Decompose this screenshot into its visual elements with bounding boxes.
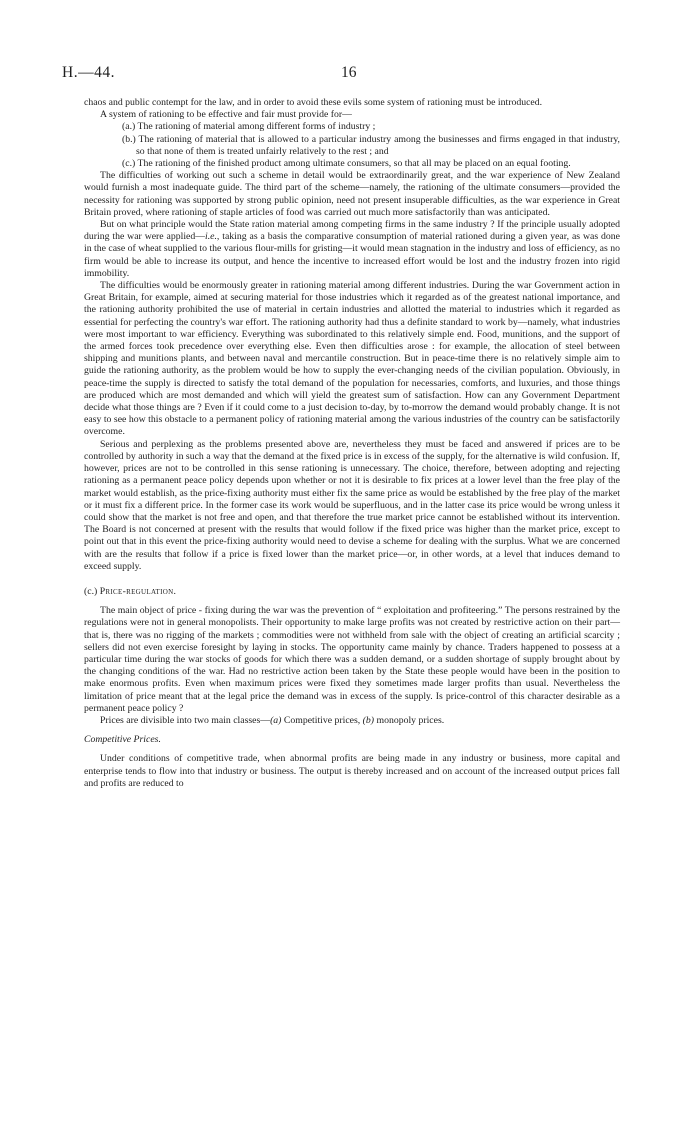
list-item-a: (a.) The rationing of material among different forms of industry ; bbox=[122, 121, 376, 133]
subheading-competitive-prices bbox=[84, 734, 620, 746]
text-segment: Competitive prices, bbox=[281, 714, 363, 726]
paragraph-competitive-trade: Under conditions of competitive trade, when abnormal profits are being made in any industry or business, more capital and enterprise tends to flow into that industry or business. The output is thereby increased and on account of the increased output prices fall and profits are reduced to bbox=[84, 753, 620, 789]
spacer bbox=[84, 746, 620, 753]
spacer bbox=[84, 598, 620, 605]
paragraph-rationing-requirements: A system of rationing to be effective and fair must provide for— bbox=[100, 109, 352, 121]
paragraph-difficulties: The difficulties of working out such a scheme in detail would be extraordinarily great, and the war experience of New Zealand would furnish a most inadequate guide. The third part of the scheme—namely, the rationing of the ultimate consumers—provided the necessity for rationing was supported by strong public opinion, need not present insuperable difficulties, as the war experience in Great Britain proved, where rationing of staple articles of food was carried out much more satisfactorily than was anticipated. bbox=[84, 170, 620, 218]
italic-label-a: (a) bbox=[270, 714, 282, 726]
page-body bbox=[84, 97, 620, 790]
list-item-c: (c.) The rationing of the finished product among ultimate consumers, so that all may be placed on an equal footing. bbox=[122, 158, 571, 170]
paragraph-price-fixing: The main object of price - fixing during the war was the prevention of “ exploitation and profiteering.” The persons restrained by the regulations were not in general monopolists. Their opportunity to make large profits was not created by restrictive action on their part—that is, there was no rigging of the markets ; commodities were not withheld from sale with the object of creating an artificial scarcity ; sellers did not even exercise foresight by laying in stocks. The opportunity came mainly by chance. Traders happened to possess at a particular time during the war stocks of goods for which there was a sudden demand, or a sudden shortage of supply brought about by the changing conditions of the war. Had no restrictive action been taken by the State these people would have been in the position to make enormous profits. Even when maximum prices were fixed they sometimes made larger profits than usual. Nevertheless the limitation of price meant that at the legal price the demand was in excess of the supply. Is price-control of this character desirable as a permanent peace policy ? bbox=[84, 605, 620, 714]
paragraph-industries: The difficulties would be enormously greater in rationing material among different industries. During the war Government action in Great Britain, for example, aimed at securing material for those industries which it regarded as of the greatest national importance, and the rationing authority prohibited the use of material in certain industries and allotted the material to industries which it regarded as essential for perfecting the country's war effort. The rationing authority had thus a definite standard to work by—namely, what industries were most important to war efficiency. Everything was subordinated to this relatively simple end. Food, munitions, and the support of the armed forces took precedence over everything else. Even then difficulties arose : for example, the allocation of steel between shipping and munitions plants, and between naval and mercantile construction. But in peace-time there is no relatively simple aim to guide the rationing authority, as the problem would be how to supply the ever-changing needs of the civilian population. Obviously, in peace-time the supply is directed to satisfy the total demand of the population for necessaries, comforts, and luxuries, and those things are produced which are most demanded and which will yield the greatest sum of satisfaction. How can any Government Department decide what those things are ? Even if it could come to a just decision to-day, by to-morrow the demand would probably change. It is not easy to see how this obstacle to a permanent policy of rationing material among the various industries of the country can be satisfactorily overcome. bbox=[84, 280, 620, 438]
paragraph-serious-problems: Serious and perplexing as the problems presented above are, nevertheless they must be faced and answered if prices are to be controlled by authority in such a way that the demand at the fixed price is in excess of the supply, for the alternative is wild confusion. If, however, prices are not to be controlled in this sense rationing is unnecessary. The choice, therefore, between adopting and rejecting rationing as a permanent peace policy depends upon whether or not it is desirable to fix prices at a lower level than the free play of the market would establish, as the price-fixing authority must either fix the same price as would be established by the free play of the market or it must fix a different price. In the former case its work would be superfluous, and in the latter case its price would be wrong unless it could show that the market is not free and open, and that therefore the true market price cannot be established without its intervention. The Board is not concerned at present with the results that would follow if the fixed price was higher than the market price, except to point out that in this event the price-fixing authority would need to devise a scheme for dealing with the surplus. What we are concerned with are the results that follow if a price is fixed lower than the market price—or, in other words, at a level that induces demand to exceed supply. bbox=[84, 438, 620, 572]
section-heading-price-regulation bbox=[84, 586, 620, 598]
document-reference: H.—44. bbox=[62, 64, 115, 81]
text-segment: monopoly prices. bbox=[374, 714, 445, 726]
italic-ie: i.e. bbox=[204, 231, 217, 243]
heading-text: Price-regulation. bbox=[99, 585, 177, 597]
paragraph-principle bbox=[84, 219, 620, 280]
text-segment: , taking as a basis the comparative consumption of material rationed during a given year, as was done in the case of wheat supplied to the various flour-mills for gristing—it would mean stagnation in the industry and loss of efficiency, as no firm would be able to increase its output, and hence the incentive to increased effort would be lost and the industry frozen into rigid immobility. bbox=[84, 231, 620, 279]
paragraph-intro-continuation: chaos and public contempt for the law, and in order to avoid these evils some system of rationing must be introduced. bbox=[84, 97, 543, 108]
spacer bbox=[84, 573, 620, 586]
page-header bbox=[62, 64, 636, 86]
heading-label: (c.) bbox=[84, 585, 98, 597]
list-item-b: (b.) The rationing of material that is allowed to a particular industry among the businesses and firms engaged in that industry, so that none of them is treated unfairly relatively to the rest ; and bbox=[122, 133, 620, 157]
page-number: 16 bbox=[341, 64, 357, 81]
spacer bbox=[84, 727, 620, 734]
text-segment: But on what principle would the State ration material among competing firms in the same industry ? If the principle usually adopted during the war were applied— bbox=[84, 219, 620, 243]
italic-label-b: (b) bbox=[362, 714, 375, 726]
text-segment: Prices are divisible into two main classes— bbox=[100, 714, 271, 726]
subheading-text: Competitive Prices. bbox=[84, 734, 161, 746]
paragraph-price-classes bbox=[84, 715, 620, 727]
